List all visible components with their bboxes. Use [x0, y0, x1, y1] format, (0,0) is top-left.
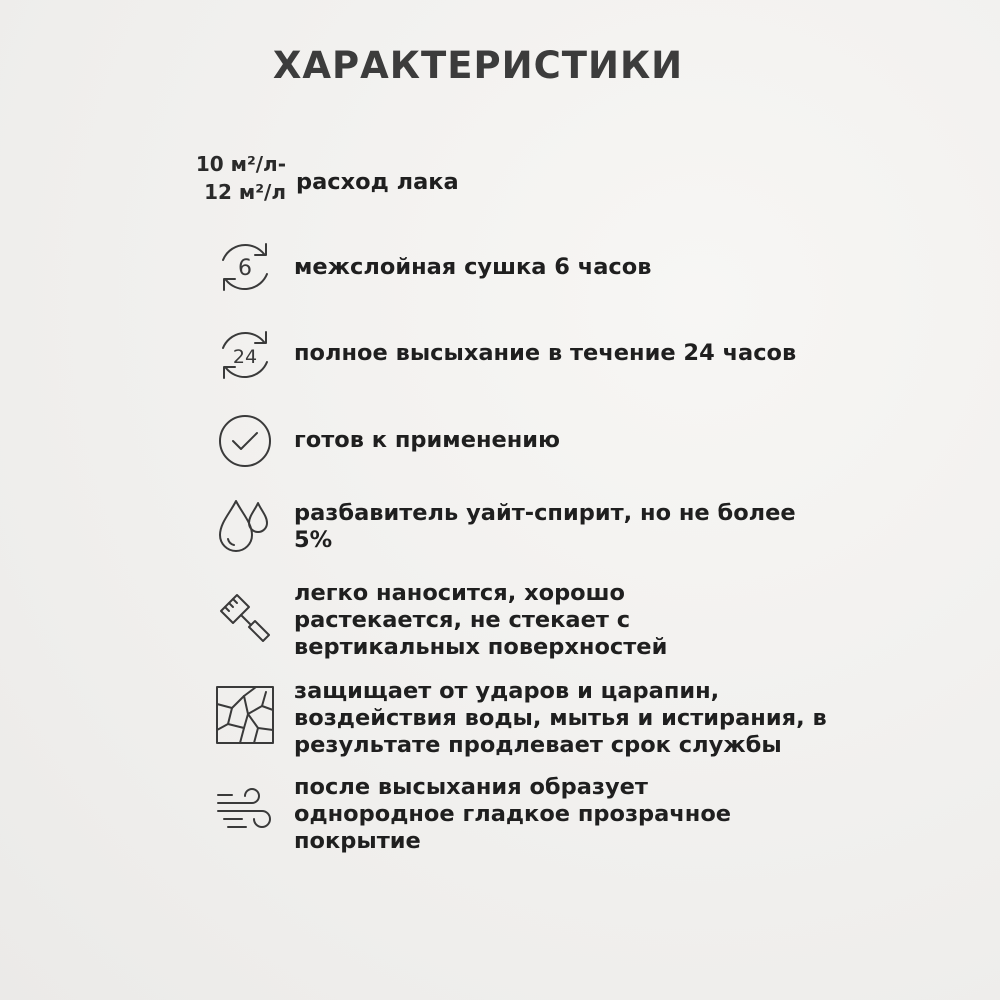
drops-icon	[212, 494, 278, 560]
feature-row-coverage	[0, 150, 1000, 210]
feature-text-coverage: расход лака	[296, 169, 459, 195]
cracked-surface-icon	[212, 682, 278, 748]
cycle-24-icon	[212, 322, 278, 388]
feature-text-application: легко наносится, хорошо растекается, не стекает с вертикальных поверхностей	[294, 580, 668, 660]
coverage-rate-label	[160, 150, 286, 206]
feature-row-interlayer-drying	[0, 234, 1000, 300]
paint-brush-icon	[212, 584, 278, 650]
feature-text-ready-to-use: готов к применению	[294, 427, 560, 453]
wind-icon	[212, 778, 278, 844]
feature-row-application	[0, 580, 1000, 660]
feature-text-finish: после высыхания образует однородное гладкое прозрачное покрытие	[294, 774, 732, 854]
feature-text-full-drying: полное высыхание в течение 24 часов	[294, 340, 797, 366]
coverage-rate-line1: 10 м²/л-	[195, 152, 286, 176]
svg-text:6: 6	[238, 256, 252, 281]
cycle-6-icon	[212, 234, 278, 300]
feature-row-protection	[0, 676, 1000, 760]
feature-text-protection: защищает от ударов и царапин, воздействия воды, мытья и истирания, в результате продлевает срок службы	[294, 678, 827, 758]
feature-text-interlayer-drying: межслойная сушка 6 часов	[294, 254, 652, 280]
feature-row-finish	[0, 774, 1000, 858]
svg-text:24: 24	[232, 346, 258, 368]
coverage-rate-line2: 12 м²/л	[204, 180, 286, 204]
feature-row-thinner	[0, 494, 1000, 560]
feature-row-full-drying	[0, 322, 1000, 388]
feature-row-ready-to-use	[0, 410, 1000, 472]
feature-text-thinner: разбавитель уайт-спирит, но не более 5%	[294, 500, 796, 553]
check-circle-icon	[212, 410, 278, 472]
page-title: ХАРАКТЕРИСТИКИ	[272, 44, 684, 87]
